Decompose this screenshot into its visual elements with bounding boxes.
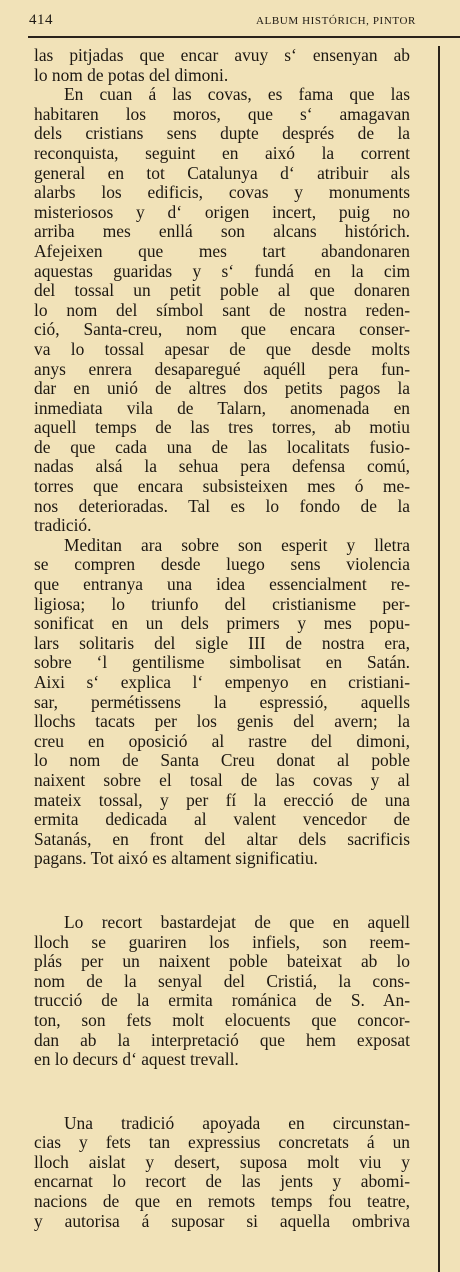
text-line: cias y fets tan expressius concretats á un — [34, 1132, 410, 1153]
text-line: en lo decurs d‘ aquest trevall. — [34, 1049, 239, 1070]
text-line: En cuan á las covas, es fama que las — [64, 84, 410, 105]
text-line: lloch se guariren los infiels, son reem- — [34, 931, 410, 952]
text-line: lo nom de potas del dimoni. — [34, 64, 229, 85]
paragraph — [34, 1114, 410, 1232]
text-line: tradició. — [34, 515, 92, 536]
text-line: inmediata vila de Talarn, anomenada en — [34, 397, 410, 418]
text-line: misteriosos y d‘ origen incert, puig no — [34, 201, 410, 222]
text-line: llochs tacats per los genis del avern; la — [34, 711, 410, 732]
text-line: sar, permétissens la espressió, aquells — [34, 691, 410, 712]
text-line: pagans. Tot aixó es altament significatiu. — [34, 848, 318, 869]
text-line: se compren desde luego sens violencia — [34, 554, 410, 575]
paragraph — [34, 46, 410, 85]
text-line: dan ab la interpretació que hem exposat — [34, 1029, 410, 1050]
paragraph-gap — [34, 869, 410, 913]
text-line: Una tradició apoyada en circunstan- — [64, 1112, 410, 1133]
text-line: Afejeixen que mes tart abandonaren — [34, 240, 410, 261]
text-line: Satanás, en front del altar dels sacrificis — [34, 828, 410, 849]
paragraph — [34, 913, 410, 1070]
page-header — [0, 12, 460, 34]
text-line: las pitjadas que encar avuy s‘ ensenyan ab — [34, 45, 410, 65]
text-line: del tossal un petit poble al que donaren — [34, 280, 410, 301]
paragraph-gap — [34, 1070, 410, 1114]
text-line: ton, son fets molt elocuents que concor- — [34, 1009, 410, 1030]
text-line: ligiosa; lo triunfo del cristianisme per- — [34, 593, 410, 614]
paragraph — [34, 536, 410, 869]
text-line: habitaren los moros, que s‘ amagavan — [34, 103, 410, 124]
text-line: creu en oposició al rastre del dimoni, — [34, 730, 410, 751]
text-line: sobre ‘l gentilisme simbolisat en Satán. — [34, 652, 410, 673]
text-line: plás per un naixent poble bateixat ab lo — [34, 951, 410, 972]
text-line: dar en unió de altres dos petits pagos la — [34, 378, 410, 399]
text-line: que entranya una idea essencialment re- — [34, 574, 410, 595]
text-line: Meditan ara sobre son esperit y lletra — [64, 534, 410, 555]
text-line: lars solitaris del sigle III de nostra era, — [34, 632, 410, 653]
text-line: lo nom de Santa Creu donat al poble — [34, 750, 410, 771]
text-line: nadas alsá la sehua pera defensa comú, — [34, 456, 410, 477]
running-title: ALBUM HISTÓRICH, PINTOR — [256, 15, 416, 27]
text-line: aquestas guaridas y s‘ fundá en la cim — [34, 260, 410, 281]
text-line: Aixi s‘ explica l‘ empenyo en cristiani- — [34, 672, 410, 692]
text-line: naixent sobre el tosal de las covas y al — [34, 769, 410, 790]
page-number: 414 — [29, 12, 53, 28]
text-line: va lo tossal apesar de que desde molts — [34, 338, 410, 359]
column-rule — [438, 46, 440, 1272]
text-line: ció, Santa-creu, nom que encara conser- — [34, 319, 410, 340]
header-rule — [28, 36, 460, 38]
text-line: nos deterioradas. Tal es lo fondo de la — [34, 495, 410, 516]
text-line: mateix tossal, y per fí la erecció de una — [34, 789, 410, 810]
text-line: nacions de que en remots temps fou teatre, — [34, 1191, 410, 1212]
body-text — [34, 46, 410, 1231]
text-line: nom de la senyal del Cristiá, la cons- — [34, 970, 410, 991]
text-line: lo nom del símbol sant de nostra reden- — [34, 299, 410, 320]
text-line: alarbs los edificis, covas y monuments — [34, 182, 410, 203]
text-line: Lo recort bastardejat de que en aquell — [64, 911, 410, 932]
text-line: sonificat en un dels primers y mes popu- — [34, 613, 410, 634]
text-line: reconquista, seguint en aixó la corrent — [34, 142, 410, 163]
text-line: aquell temps de las tres torres, ab motiu — [34, 417, 410, 438]
text-line: anys enrera desaparegué aquéll pera fun- — [34, 358, 410, 379]
text-line: encarnat lo recort de las jents y abomi- — [34, 1171, 410, 1192]
text-line: ermita dedicada al valent vencedor de — [34, 809, 410, 830]
text-line: y autorisa á suposar si aquella ombriva — [34, 1210, 410, 1231]
text-line: general en tot Catalunya d‘ atribuir als — [34, 162, 410, 183]
text-line: dels cristians sens dupte després de la — [34, 123, 410, 144]
text-line: arriba mes enllá son alcans histórich. — [34, 221, 410, 242]
text-line: de que cada una de las localitats fusio- — [34, 436, 410, 457]
paragraph — [34, 85, 410, 536]
text-line: lloch aislat y desert, suposa molt viu y — [34, 1151, 410, 1172]
text-line: trucció de la ermita románica de S. An- — [34, 990, 410, 1011]
text-line: torres que encara subsisteixen mes ó me- — [34, 476, 410, 497]
